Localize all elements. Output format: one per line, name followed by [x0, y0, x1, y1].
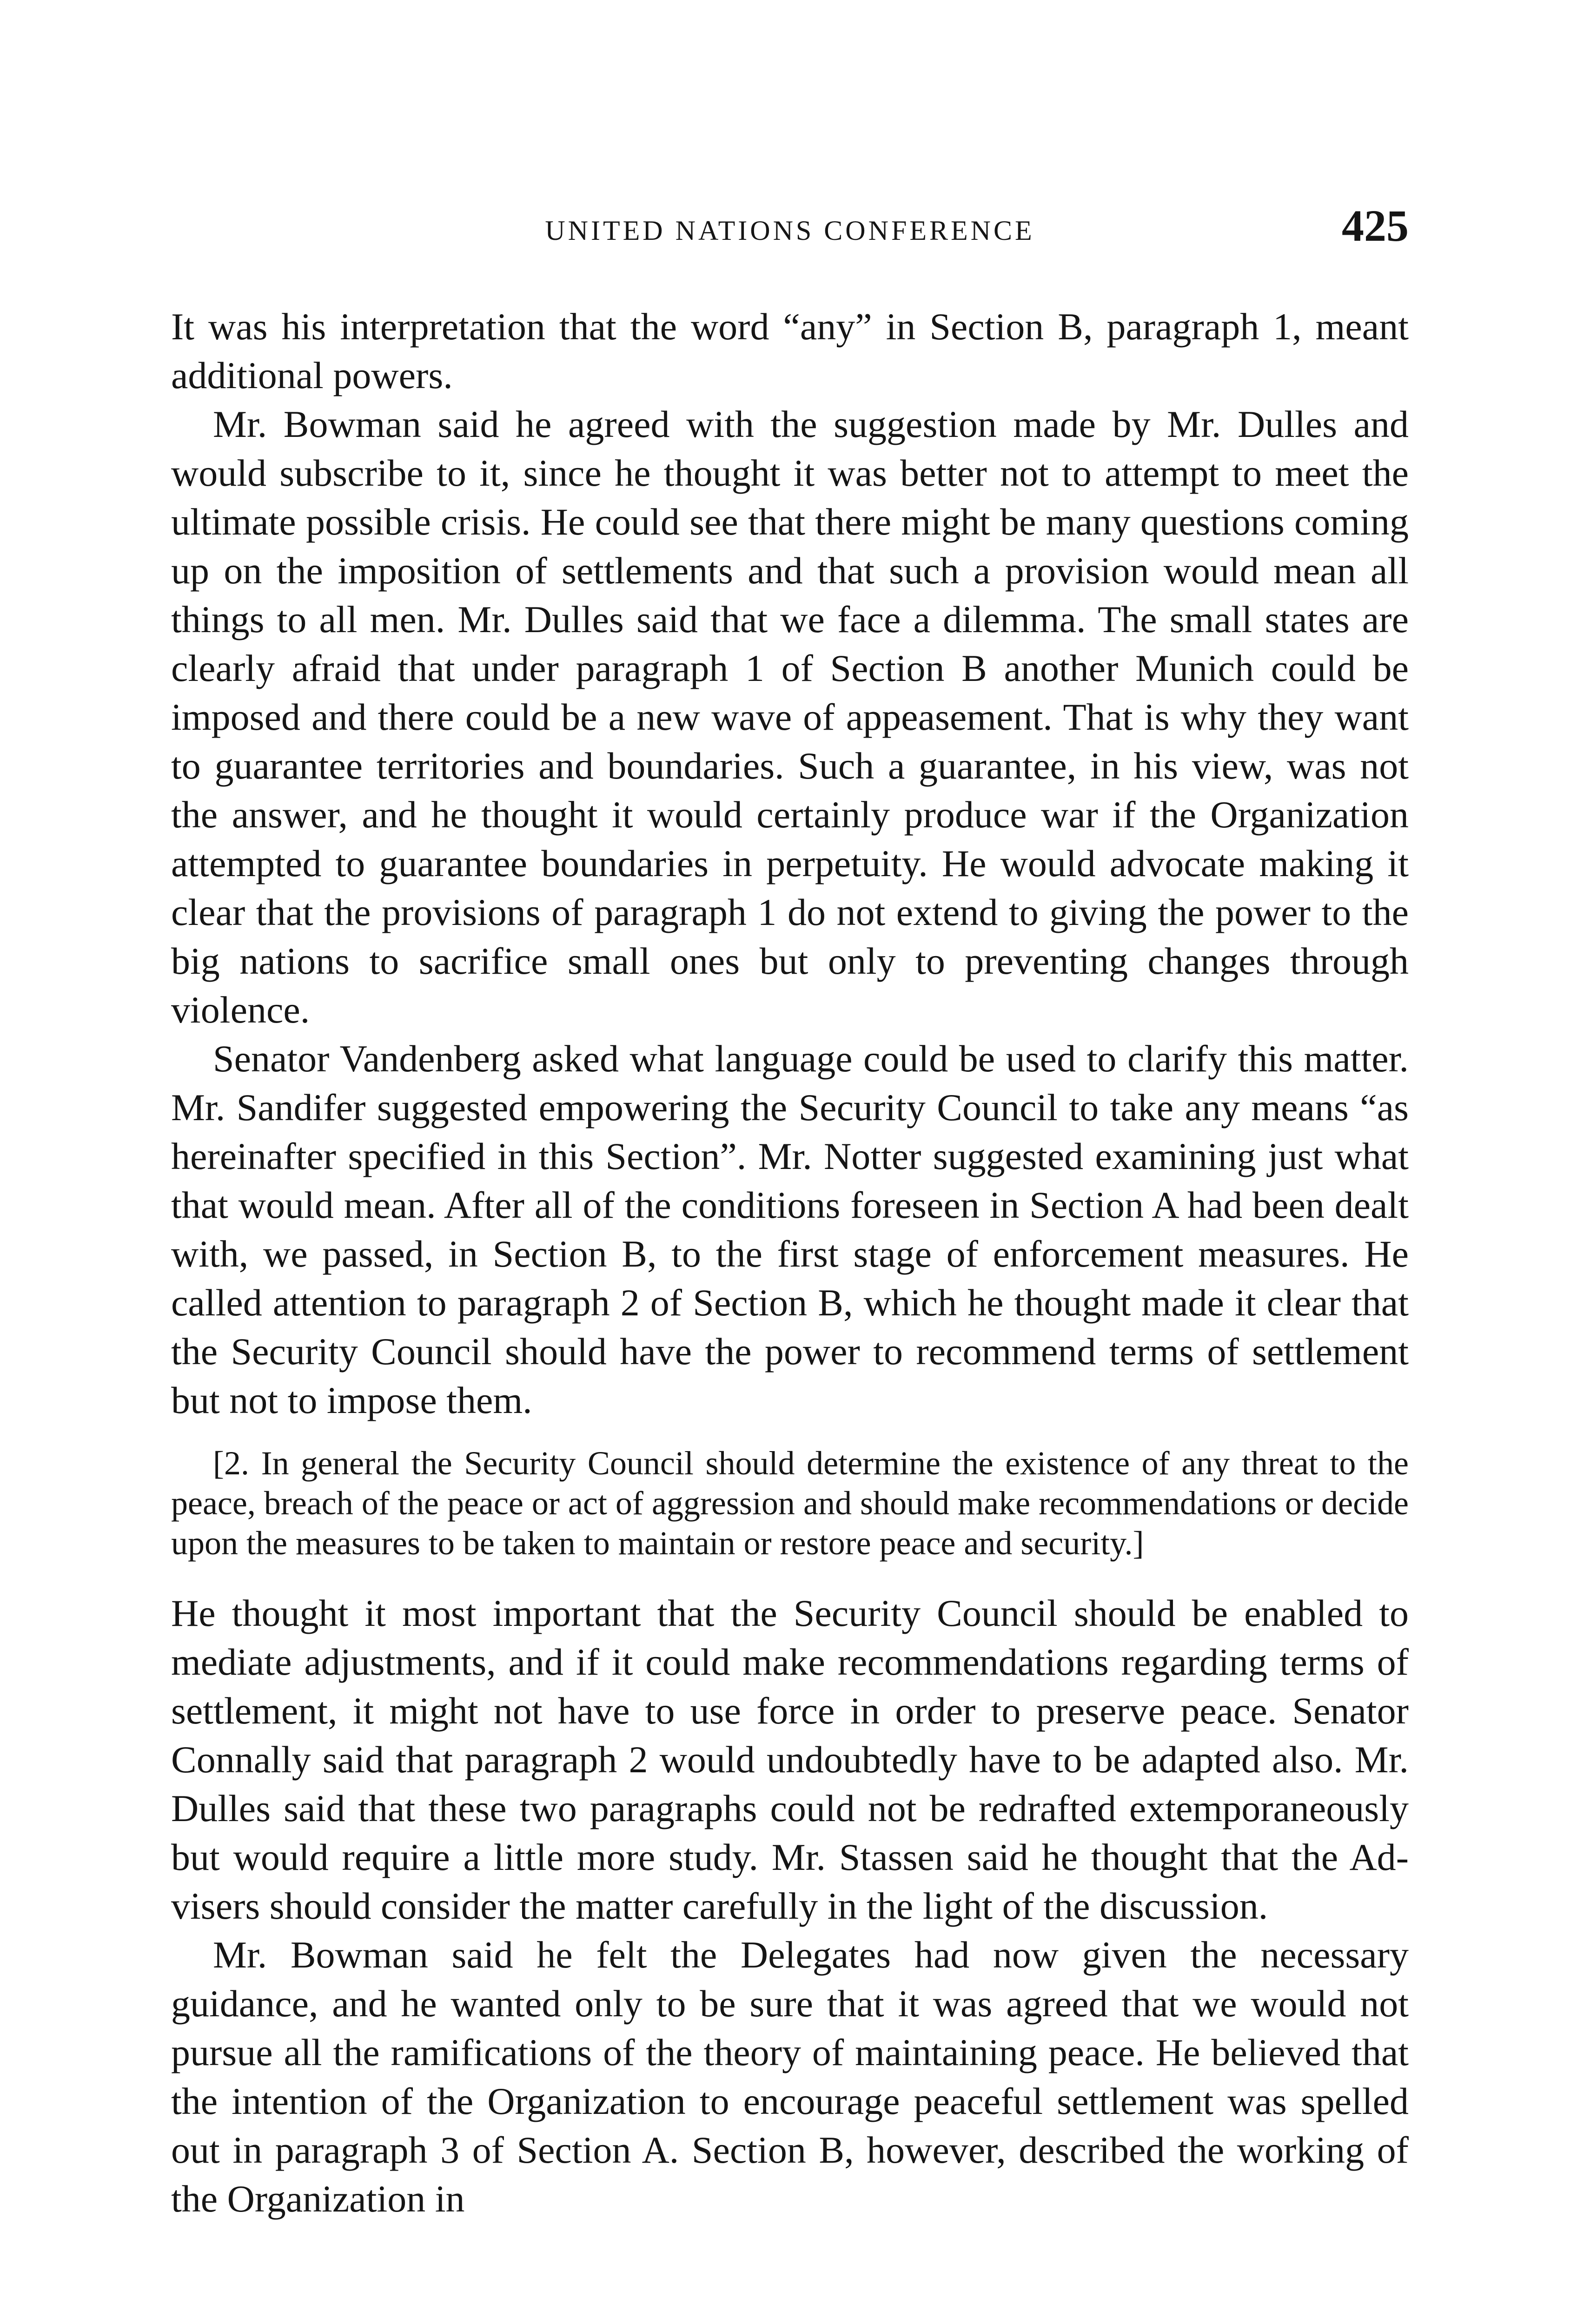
paragraph-mediation: He thought it most important that the Security Council should be enabled to mediate adjustments, and if it could make recommendations regarding terms of settlement, it might not have to use force in order to preserve peace. Senator Connally said that paragraph 2 would undoubtedly have to be adapted also. Mr. Dulles said that these two paragraphs could not be redrafted extemporaneously but would require a little more study. Mr. Stassen said he thought that the Advisers should consider the matter carefully in the light of the discussion.	[171, 1592, 1409, 1927]
document-page	[171, 201, 1409, 2223]
running-title: UNITED NATIONS CONFERENCE	[545, 215, 1035, 246]
running-head	[171, 201, 1409, 260]
block-quote: [2. In general the Security Council should determine the existence of any threat to the peace, breach of the peace or act of aggression and should make recommendations or decide upon the measures to be taken to maintain or restore peace and security.]	[171, 1445, 1409, 1562]
page-number: 425	[1342, 201, 1409, 251]
paragraph-bowman-guidance: Mr. Bowman said he felt the Delegates had now given the necessary guidance, and he wanted only to be sure that it was agreed that we would not pursue all the ramifications of the theory of maintaining peace. He believed that the intention of the Organization to encourage peaceful settlement was spelled out in paragraph 3 of Section A. Section B, however, described the working of the Organization in	[171, 1934, 1409, 2220]
body-text	[171, 302, 1409, 2223]
paragraph-vandenberg: Senator Vandenberg asked what language could be used to clarify this matter. Mr. Sandifer suggested empowering the Security Council to take any means “as hereinafter specified in this Section”. Mr. Notter suggested examining just what that would mean. After all of the conditions foreseen in Section A had been dealt with, we passed, in Section B, to the first stage of enforcement measures. He called attention to paragraph 2 of Section B, which he thought made it clear that the Security Council should have the power to recommend terms of settlement but not to impose them.	[171, 1037, 1409, 1421]
paragraph-bowman-dulles: Mr. Bowman said he agreed with the suggestion made by Mr. Dulles and would subscribe to it, since he thought it was better not to attempt to meet the ultimate possible crisis. He could see that there might be many questions coming up on the imposition of settlements and that such a provision would mean all things to all men. Mr. Dulles said that we face a dilemma. The small states are clearly afraid that under paragraph 1 of Section B another Munich could be imposed and there could be a new wave of appeasement. That is why they want to guarantee territories and boundaries. Such a guarantee, in his view, was not the answer, and he thought it would certainly produce war if the Organization attempted to guarantee boundaries in perpetuity. He would advocate making it clear that the provisions of paragraph 1 do not extend to giving the power to the big nations to sacrifice small ones but only to preventing changes through violence.	[171, 403, 1409, 1031]
paragraph-continuation: It was his interpretation that the word “any” in Section B, paragraph 1, meant additional powers.	[171, 305, 1409, 396]
